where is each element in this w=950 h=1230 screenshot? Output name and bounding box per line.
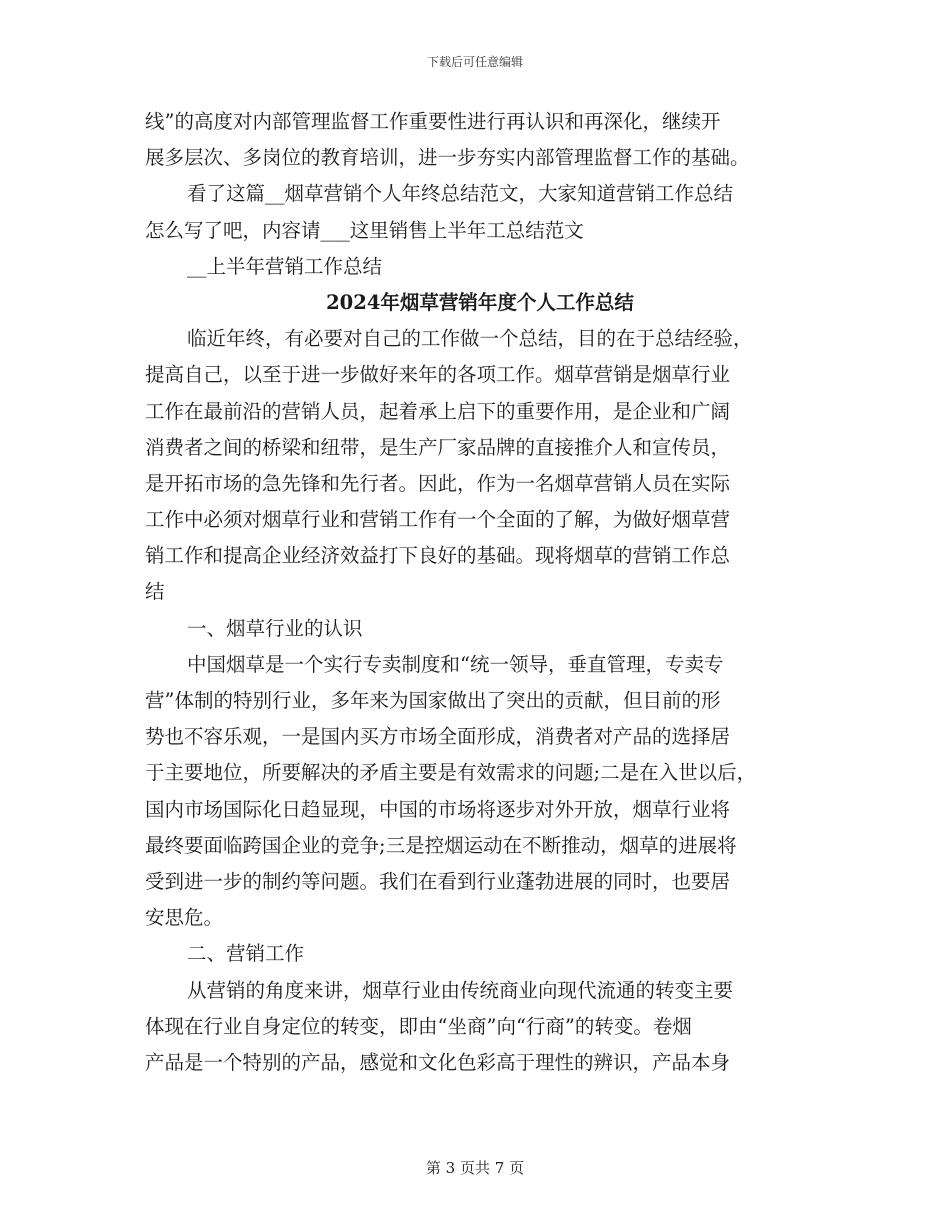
text-line: 看了这篇__烟草营销个人年终总结范文，大家知道营销工作总结: [187, 182, 734, 206]
page-footer: 第 3 页共 7 页: [425, 1159, 525, 1177]
text-line: 势也不容乐观，一是国内买方市场全面形成，消费者对产品的选择居: [145, 725, 731, 749]
text-line: __上半年营销工作总结: [187, 254, 383, 278]
text-line: 中国烟草是一个实行专卖制度和“统一领导，垂直管理，专卖专: [187, 652, 724, 676]
page-header: 下载后可任意编辑: [426, 55, 523, 69]
text-line: 产品是一个特别的产品，感觉和文化色彩高于理性的辨识，产品本身: [145, 1050, 731, 1074]
text-line: 工作在最前沿的营销人员，起着承上启下的重要作用，是企业和广阔: [145, 399, 731, 423]
text-line: 受到进一步的制约等问题。我们在看到行业蓬勃进展的同时，也要居: [145, 869, 731, 893]
text-line: 是开拓市场的急先锋和先行者。因此，作为一名烟草营销人员在实际: [145, 471, 731, 495]
text-line: 国内市场国际化日趋显现，中国的市场将逐步对外开放，烟草行业将: [145, 797, 731, 821]
text-line: 从营销的角度来讲，烟草行业由传统商业向现代流通的转变主要: [187, 978, 734, 1002]
document-title: 2024年烟草营销年度个人工作总结: [326, 290, 634, 314]
text-line: 怎么写了吧，内容请___这里销售上半年工总结范文: [145, 218, 584, 242]
text-line: 于主要地位，所要解决的矛盾主要是有效需求的问题;二是在入世以后，: [145, 761, 757, 785]
document-body: [145, 104, 815, 1081]
text-line: 最终要面临跨国企业的竞争;三是控烟运动在不断推动，烟草的进展将: [145, 833, 737, 857]
text-line: 体现在行业自身定位的转变，即由“坐商”向“行商”的转变。卷烟: [145, 1014, 692, 1038]
text-line: 展多层次、多岗位的教育培训，进一步夯实内部管理监督工作的基础。: [145, 146, 750, 170]
text-line: 安思危。: [145, 906, 224, 930]
text-line: 临近年终，有必要对自己的工作做一个总结，目的在于总结经验，: [187, 327, 753, 351]
text-line: 线”的高度对内部管理监督工作重要性进行再认识和再深化，继续开: [145, 110, 721, 133]
text-line: 结: [145, 580, 165, 604]
text-line: 消费者之间的桥梁和纽带，是生产厂家品牌的直接推介人和宣传员，: [145, 435, 731, 459]
text-line: 一、烟草行业的认识: [187, 616, 363, 640]
text-line: 销工作和提高企业经济效益打下良好的基础。现将烟草的营销工作总: [145, 544, 731, 568]
text-line: 工作中必须对烟草行业和营销工作有一个全面的了解，为做好烟草营: [145, 508, 731, 532]
text-line: 二、营销工作: [187, 942, 305, 966]
text-line: 提高自己，以至于进一步做好来年的各项工作。烟草营销是烟草行业: [145, 363, 731, 387]
text-line: 营”体制的特别行业，多年来为国家做出了突出的贡献，但目前的形: [145, 689, 721, 712]
